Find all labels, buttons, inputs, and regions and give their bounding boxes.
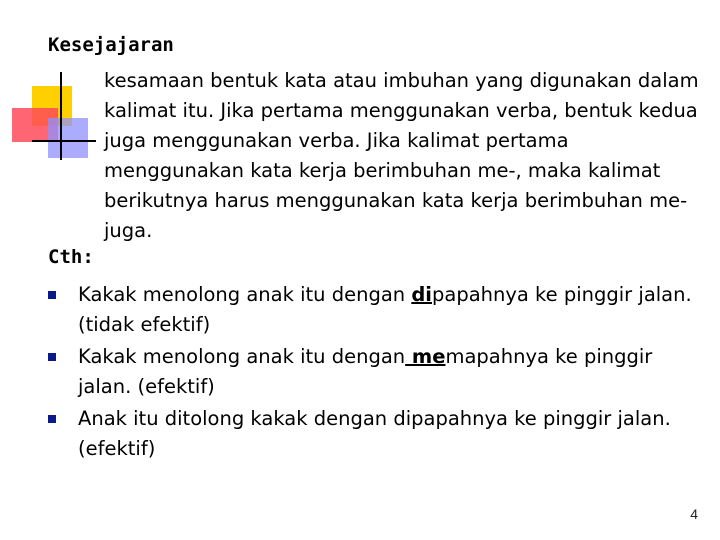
example-text-after: mapahnya ke pinggir jalan. (efektif) [78, 345, 653, 398]
example-item-2 [48, 342, 708, 402]
example-item-1 [48, 280, 708, 340]
example-text-before: Kakak menolong anak itu dengan [78, 283, 412, 306]
example-underlined-prefix: me [405, 345, 446, 368]
example-item-3 [48, 404, 708, 464]
bullet-icon [48, 353, 56, 361]
example-text: Anak itu ditolong kakak dengan dipapahnya ke pinggir jalan. (efektif) [78, 407, 671, 460]
example-underlined-prefix: di [411, 283, 432, 306]
bullet-icon [48, 415, 56, 423]
decor-vertical-line [60, 72, 62, 160]
slide-heading: Kesejajaran [48, 34, 174, 56]
example-text-before: Kakak menolong anak itu dengan [78, 345, 406, 368]
page-number: 4 [690, 506, 698, 522]
decor-horizontal-line [32, 140, 96, 142]
example-text-after: papahnya ke pinggir jalan. (tidak efektif) [78, 283, 692, 336]
examples-list [48, 280, 708, 466]
examples-label: Cth: [48, 246, 94, 268]
bullet-icon [48, 291, 56, 299]
decor-blue-square [48, 118, 88, 158]
definition-text: kesamaan bentuk kata atau imbuhan yang digunakan dalam kalimat itu. Jika pertama menggunakan verba, bentuk kedua juga menggunakan verba. Jika kalimat pertama menggunakan kata kerja berimbuhan me-, maka kalimat berikutnya harus menggunakan kata kerja berimbuhan me- juga. [104, 69, 699, 242]
